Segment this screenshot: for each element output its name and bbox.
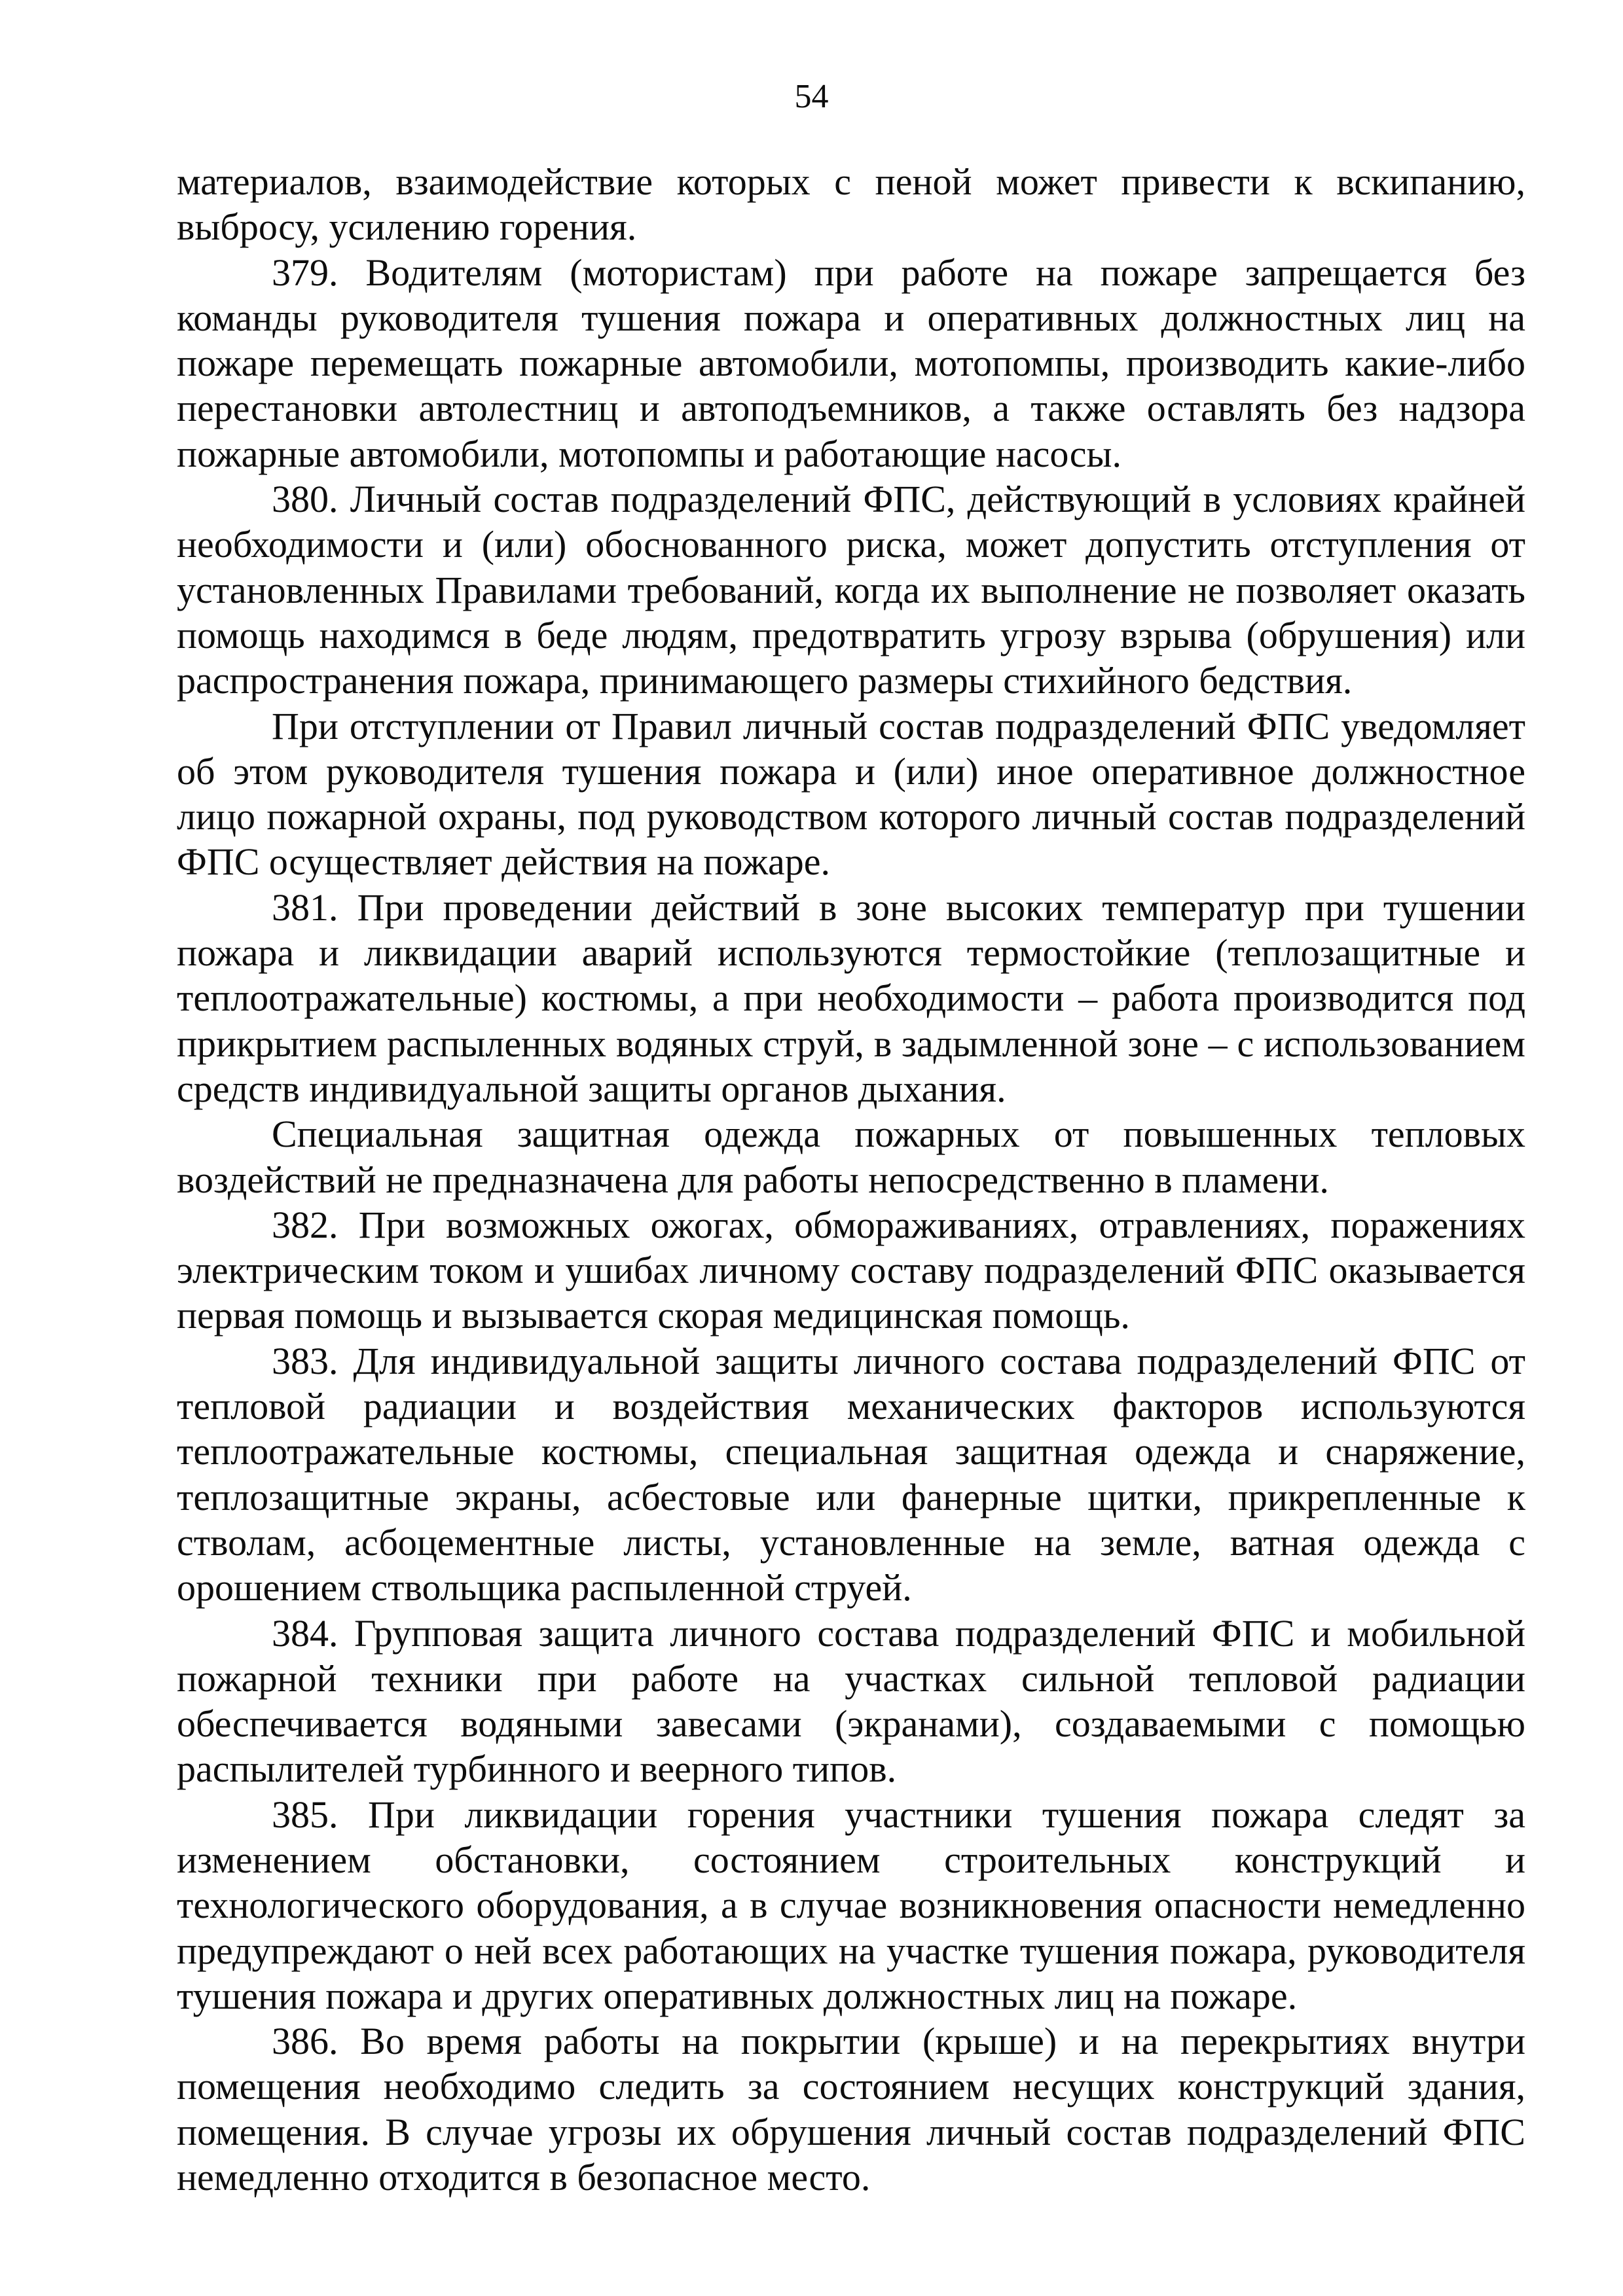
paragraph-380-deviation-notice: При отступлении от Правил личный состав подразделений ФПС уведомляет об этом руководителя тушения пожара и (или) иное оперативное должностное лицо пожарной охраны, под руководством которого личный состав подразделений ФПС осуществляет действия на пожаре. bbox=[177, 704, 1525, 884]
page-number: 54 bbox=[794, 78, 829, 115]
paragraph-continuation: материалов, взаимодействие которых с пеной может привести к вскипанию, выбросу, усилению горения. bbox=[177, 160, 1525, 249]
paragraph-379: 379. Водителям (мотористам) при работе на пожаре запрещается без команды руководителя тушения пожара и оперативных должностных лиц на пожаре перемещать пожарные автомобили, мотопомпы, производить какие-либо перестановки автолестниц и автоподъемников, а также оставлять без надзора пожарные автомобили, мотопомпы и работающие насосы. bbox=[177, 251, 1525, 475]
paragraph-382: 382. При возможных ожогах, обмораживаниях, отравлениях, поражениях электрическим током и ушибах личному составу подразделений ФПС оказывается первая помощь и вызывается скорая медицинская помощь. bbox=[177, 1203, 1525, 1337]
paragraph-386: 386. Во время работы на покрытии (крыше) и на перекрытиях внутри помещения необходимо следить за состоянием несущих конструкций здания, помещения. В случае угрозы их обрушения личный состав подразделений ФПС немедленно отходится в безопасное место. bbox=[177, 2020, 1525, 2199]
document-body bbox=[177, 159, 1525, 2200]
paragraph-381-protective-clothing: Специальная защитная одежда пожарных от повышенных тепловых воздействий не предназначена для работы непосредственно в пламени. bbox=[177, 1113, 1525, 1201]
paragraph-385: 385. При ликвидации горения участники тушения пожара следят за изменением обстановки, состоянием строительных конструкций и технологического оборудования, а в случае возникновения опасности немедленно предупреждают о ней всех работающих на участке тушения пожара, руководителя тушения пожара и других оперативных должностных лиц на пожаре. bbox=[177, 1793, 1525, 2017]
paragraph-384: 384. Групповая защита личного состава подразделений ФПС и мобильной пожарной техники при работе на участках сильной тепловой радиации обеспечивается водяными завесами (экранами), создаваемыми с помощью распылителей турбинного и веерного типов. bbox=[177, 1611, 1525, 1791]
paragraph-383: 383. Для индивидуальной защиты личного состава подразделений ФПС от тепловой радиации и воздействия механических факторов используются теплоотражательные костюмы, специальная защитная одежда и снаряжение, теплозащитные экраны, асбестовые или фанерные щитки, прикрепленные к стволам, асбоцементные листы, установленные на земле, ватная одежда с орошением ствольщика распыленной струей. bbox=[177, 1339, 1525, 1609]
paragraph-380: 380. Личный состав подразделений ФПС, действующий в условиях крайней необходимости и (или) обоснованного риска, может допустить отступления от установленных Правилами требований, когда их выполнение не позволяет оказать помощь находимся в беде людям, предотвратить угрозу взрыва (обрушения) или распространения пожара, принимающего размеры стихийного бедствия. bbox=[177, 478, 1525, 702]
paragraph-381: 381. При проведении действий в зоне высоких температур при тушении пожара и ликвидации аварий используются термостойкие (теплозащитные и теплоотражательные) костюмы, а при необходимости – работа производится под прикрытием распыленных водяных струй, в задымленной зоне – с использованием средств индивидуальной защиты органов дыхания. bbox=[177, 886, 1525, 1110]
